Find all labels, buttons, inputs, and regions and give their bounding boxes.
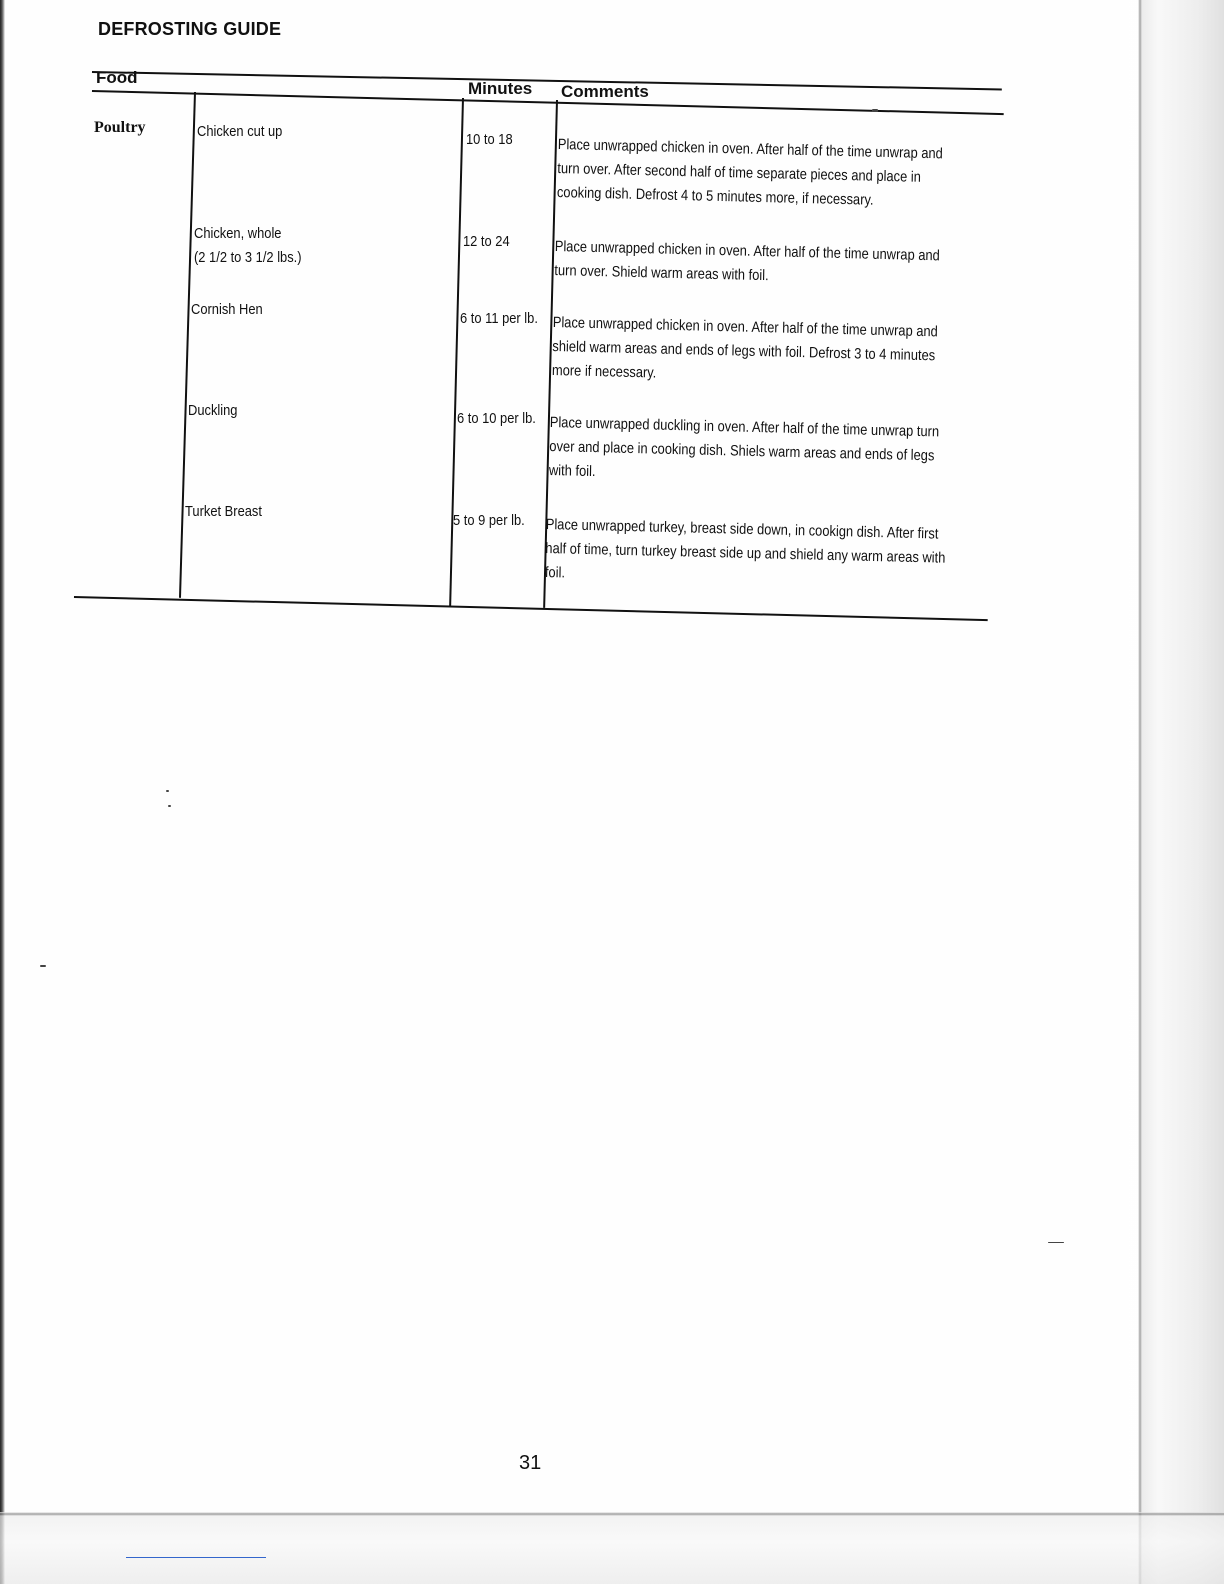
- table-row-food: Turket Breast: [185, 503, 262, 520]
- page-number: 31: [519, 1452, 542, 1474]
- column-header-comments: Comments: [561, 82, 649, 101]
- header-top-rule: [92, 71, 1002, 90]
- table-row-food: Chicken cut up: [197, 123, 283, 140]
- header-bottom-rule: [92, 90, 1004, 115]
- scan-speck: [40, 965, 46, 967]
- table-row-food: Chicken, whole (2 1/2 to 3 1/2 lbs.): [194, 225, 302, 266]
- table-row-comments: Place unwrapped chicken in oven. After half of the time unwrap and turn over. Shield warm areas with foil.: [554, 237, 940, 285]
- scan-blue-line: [126, 1557, 266, 1558]
- page-title: DEFROSTING GUIDE: [98, 19, 282, 39]
- column-header-minutes: Minutes: [468, 79, 533, 98]
- table-row-minutes: 10 to 18: [466, 131, 513, 148]
- table-row-comments: Place unwrapped chicken in oven. After half of the time unwrap and shield warm areas and ends of legs with foil. Defrost 3 to 4 minutes more if necessary.: [551, 313, 938, 382]
- table-row-food: Duckling: [188, 402, 238, 419]
- scan-speck: [872, 109, 878, 112]
- scan-right-edge: [1128, 0, 1224, 1584]
- table-row-minutes: 6 to 11 per lb.: [460, 310, 538, 327]
- table-row-minutes: 6 to 10 per lb.: [457, 410, 536, 427]
- scan-speck: [1048, 1242, 1064, 1243]
- table-row-food: Cornish Hen: [191, 301, 263, 318]
- table-row-comments: Place unwrapped chicken in oven. After half of the time unwrap and turn over. After second half of time separate pieces and place in cooking dish. Defrost 4 to 5 minutes more, if necessary.: [556, 135, 943, 209]
- table-bottom-rule: [74, 596, 988, 621]
- scan-bottom-edge: [0, 1512, 1224, 1584]
- table-row-comments: Place unwrapped duckling in oven. After half of the time unwrap turn over and place in cooking dish. Shiels warm areas and ends of legs with foil.: [548, 413, 940, 481]
- scan-speck: [166, 790, 169, 792]
- column-header-food: Food: [96, 68, 138, 87]
- scan-left-edge: [0, 0, 5, 1584]
- table-row-comments: Place unwrapped turkey, breast side down, in cookign dish. After first half of time, turn turkey breast side up and shield any warm areas with foil.: [544, 515, 946, 582]
- scan-speck: [168, 805, 171, 807]
- table-row-minutes: 5 to 9 per lb.: [453, 512, 525, 529]
- category-label-poultry: Poultry: [94, 119, 146, 136]
- table-row-minutes: 12 to 24: [463, 233, 510, 250]
